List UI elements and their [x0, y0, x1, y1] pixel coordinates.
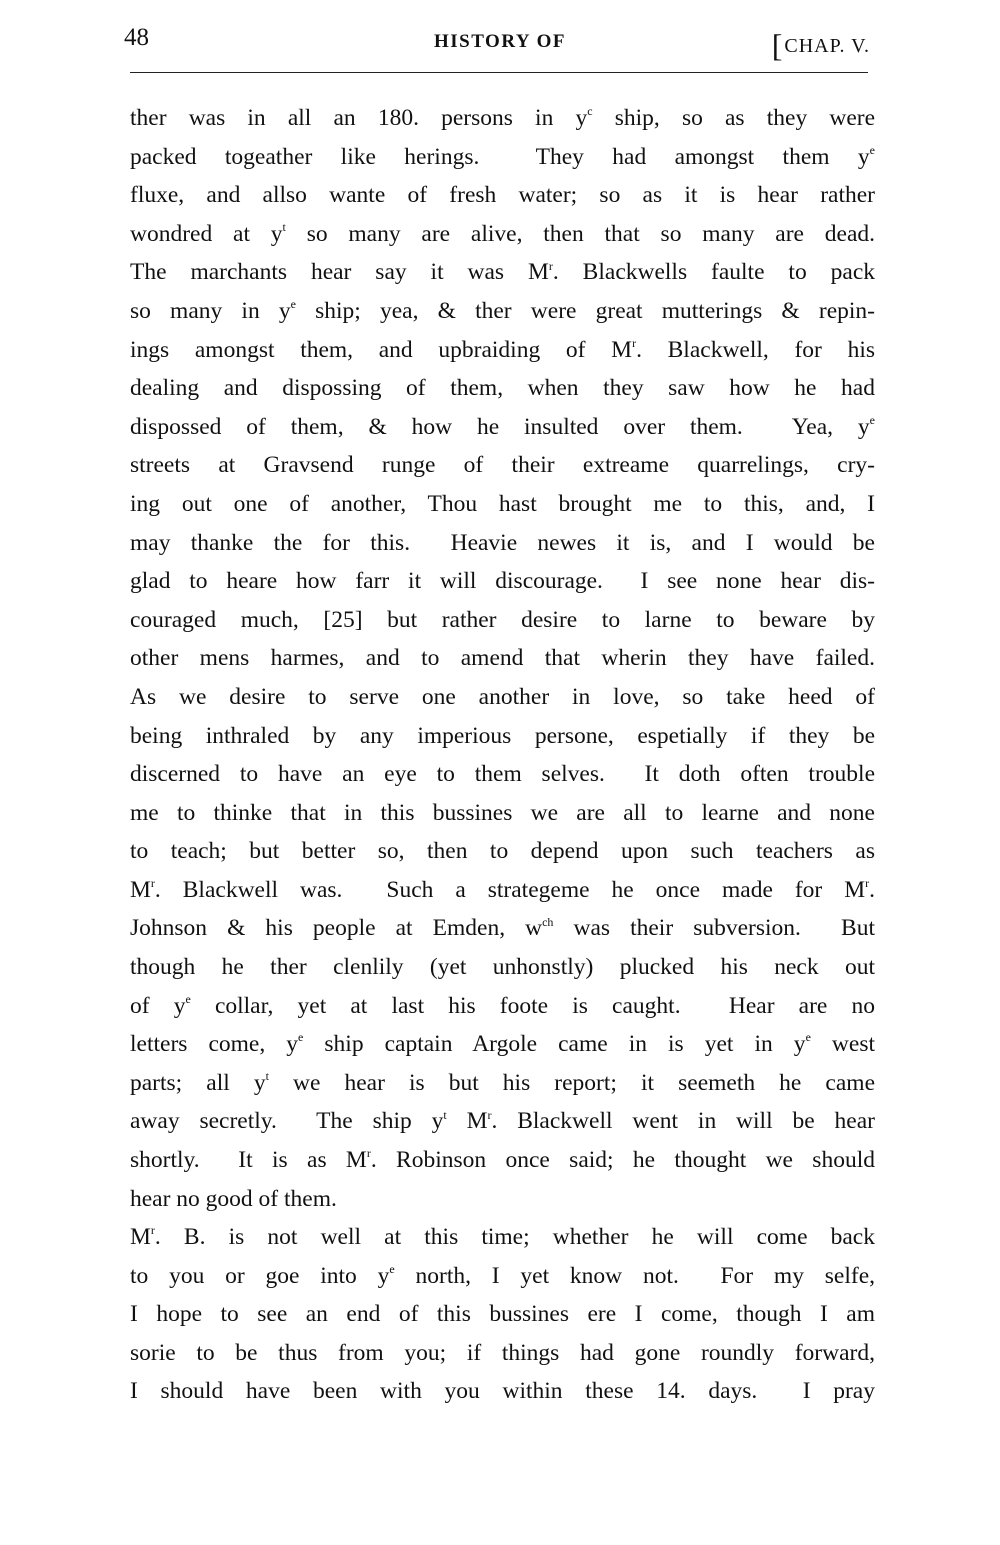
text-line: As we desire to serve one another in love, so take heed of — [130, 683, 875, 710]
paragraph-2 — [130, 1218, 875, 1411]
text-line: Johnson & his people at Emden, $w^{ch}$ was their subversion. But — [130, 914, 875, 942]
text-line: $M^r$. Blackwell was. Such a strategeme he once made for $M^r$. — [130, 876, 875, 903]
superscript: r — [150, 1223, 155, 1238]
text-line: though he ther clenlily (yet unhonstly) plucked his neck out — [130, 954, 875, 981]
text-line: glad to heare how farr it will discourage. I see none hear dis- — [130, 568, 875, 595]
superscript: ch — [542, 914, 554, 929]
text-line: may thanke the for this. Heavie newes it is, and I would be — [130, 529, 875, 556]
running-head: HISTORY OF — [433, 31, 567, 52]
page-number: 48 — [124, 24, 149, 51]
superscript: r — [366, 1146, 371, 1161]
text-line: fluxe, and allso wante of fresh water; so as it is hear rather — [130, 182, 875, 209]
text-line: sorie to be thus from you; if things had gone roundly forward, — [130, 1339, 875, 1366]
text-line: ing out one of another, Thou hast brought me to this, and, I — [130, 490, 875, 517]
text-line: other mens harmes, and to amend that wherin they have failed. — [130, 645, 875, 672]
text-line: letters come, $y^e$ ship captain Argole came in is yet in $y^e$ west — [130, 1030, 876, 1058]
paragraph-1 — [130, 99, 875, 1218]
text-line: The marchants hear say it was $M^r$. Blackwells faulte to pack — [130, 258, 875, 286]
chapter-text: CHAP. V. — [784, 35, 870, 57]
text-line: ings amongst them, and upbraiding of $M^r$. Blackwell, for his — [130, 335, 875, 363]
text-line: ther was in all an 180. persons in $y^c$ ship, so as they were — [130, 104, 876, 131]
text-line: wondred at $y^t$ so many are alive, then that so many are dead. — [130, 219, 875, 247]
superscript: t — [443, 1107, 447, 1122]
text-line: away secretly. The ship $y^t$ $M^r$. Blackwell went in will be hear — [130, 1107, 875, 1135]
superscript: e — [298, 1030, 304, 1045]
text-line: to teach; but better so, then to depend upon such teachers as — [130, 838, 875, 865]
text-line: dispossed of them, & how he insulted over them. Yea, $y^e$ — [130, 412, 875, 440]
text-line: couraged much, [25] but rather desire to larne to beware by — [130, 606, 875, 633]
text-line: of $y^e$ collar, yet at last his foote is caught. Hear are no — [130, 991, 875, 1019]
text-line: I hope to see an end of this bussines ere I come, though I am — [130, 1301, 875, 1328]
chapter-label — [772, 25, 870, 62]
text-line: to you or goe into $y^e$ north, I yet know not. For my selfe, — [130, 1261, 875, 1289]
text-line: packed togeather like herings. They had amongst them $y^e$ — [130, 142, 875, 170]
superscript: t — [282, 219, 286, 234]
superscript: r — [548, 258, 553, 273]
superscript: e — [389, 1261, 395, 1276]
text-line: I should have been with you within these 14. days. I pray — [130, 1378, 875, 1405]
superscript: c — [587, 104, 593, 119]
text-line: discerned to have an eye to them selves. It doth often trouble — [130, 761, 875, 788]
superscript: r — [865, 876, 870, 891]
superscript: e — [869, 142, 875, 157]
header-rule — [130, 72, 868, 73]
text-line: parts; all $y^t$ we hear is but his report; it seemeth he came — [130, 1069, 875, 1096]
superscript: e — [805, 1030, 811, 1045]
superscript: e — [869, 412, 875, 427]
text-line: hear no good of them. — [130, 1185, 337, 1212]
superscript: e — [290, 297, 296, 312]
text-line: shortly. It is as $M^r$. Robinson once said; he thought we should — [130, 1146, 875, 1174]
superscript: r — [632, 335, 637, 350]
superscript: r — [150, 876, 155, 891]
superscript: t — [265, 1069, 269, 1084]
text-line: being inthraled by any imperious persone, espetially if they be — [130, 722, 875, 749]
text-line: so many in $y^e$ ship; yea, & ther were great mutterings & repin- — [130, 297, 875, 324]
superscript: e — [185, 991, 191, 1006]
text-line: me to thinke that in this bussines we are all to learne and none — [130, 799, 875, 826]
superscript: r — [487, 1107, 492, 1122]
text-line: dealing and dispossing of them, when they saw how he had — [130, 375, 875, 402]
text-line: $M^r$. B. is not well at this time; whether he will come back — [130, 1223, 875, 1250]
chapter-bracket: [ — [771, 27, 784, 63]
text-line: streets at Gravsend runge of their extreame quarrelings, cry- — [130, 452, 875, 479]
